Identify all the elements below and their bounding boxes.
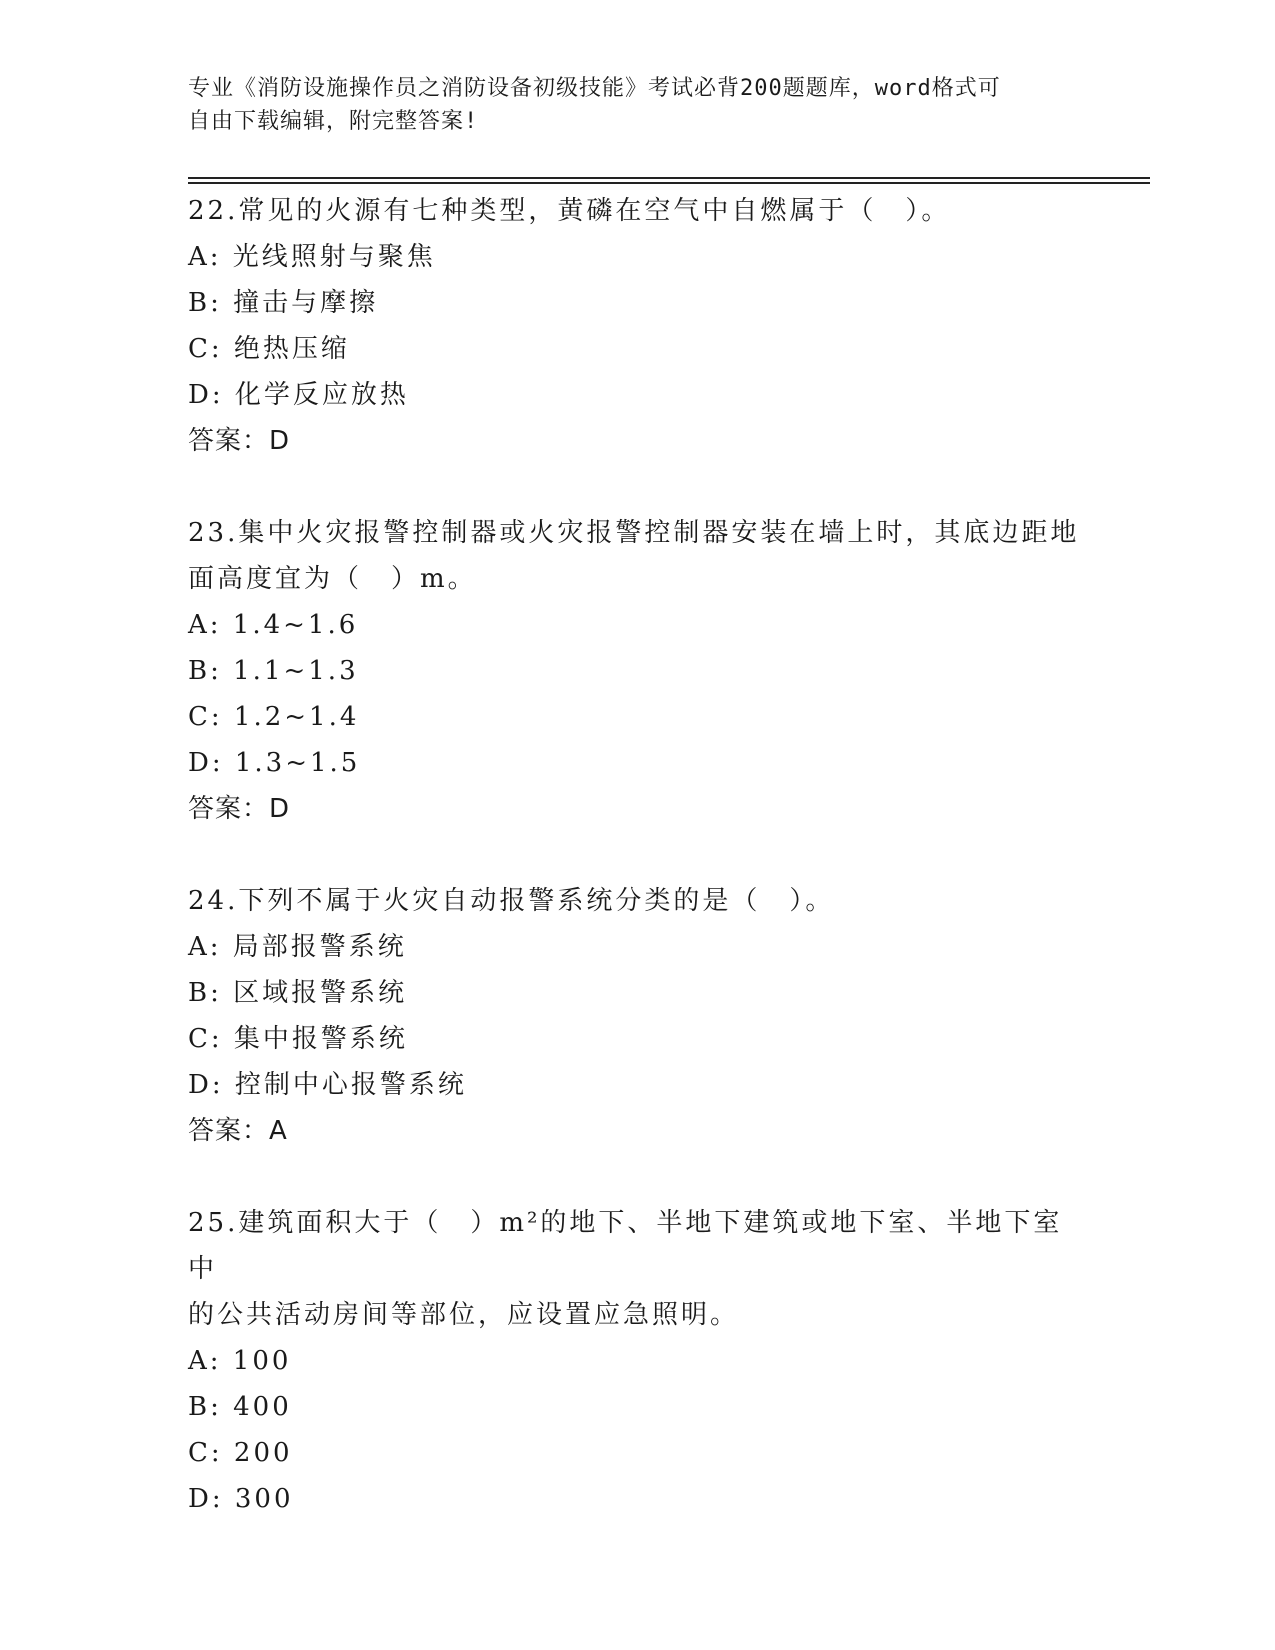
option-c: C: 1.2~1.4 (188, 702, 360, 732)
question-stem-line-2: 面高度宜为（ ）m。 (188, 564, 477, 594)
header-divider-top (188, 177, 1150, 179)
option-c: C: 集中报警系统 (188, 1024, 408, 1054)
option-b: B: 撞击与摩擦 (188, 288, 379, 318)
option-a: A: 光线照射与聚焦 (188, 242, 436, 272)
option-c: C: 绝热压缩 (188, 334, 350, 364)
question-stem: 24.下列不属于火灾自动报警系统分类的是（ ）。 (188, 886, 835, 916)
question-stem-line-1: 25.建筑面积大于（ ）m²的地下、半地下建筑或地下室、半地下室中 (188, 1208, 1063, 1284)
option-d: D: 控制中心报警系统 (188, 1070, 467, 1100)
option-d: D: 化学反应放热 (188, 380, 409, 410)
question-24 (188, 878, 1088, 1154)
header-line-2: 自由下载编辑，附完整答案! (188, 109, 479, 134)
header-line-1: 专业《消防设施操作员之消防设备初级技能》考试必背200题题库，word格式可 (188, 76, 1001, 101)
option-b: B: 区域报警系统 (188, 978, 408, 1008)
answer: 答案：A (188, 1116, 288, 1146)
question-stem: 22.常见的火源有七种类型，黄磷在空气中自燃属于（ ）。 (188, 196, 951, 226)
question-22 (188, 188, 1088, 464)
option-a: A: 100 (188, 1346, 292, 1376)
answer: 答案：D (188, 426, 291, 456)
question-25 (188, 1200, 1088, 1522)
option-a: A: 局部报警系统 (188, 932, 407, 962)
option-c: C: 200 (188, 1438, 293, 1468)
option-b: B: 400 (188, 1392, 292, 1422)
option-d: D: 1.3~1.5 (188, 748, 361, 778)
option-b: B: 1.1~1.3 (188, 656, 359, 686)
header-divider-bottom (188, 182, 1150, 184)
question-23 (188, 510, 1088, 832)
option-d: D: 300 (188, 1484, 294, 1514)
document-header (188, 72, 1068, 138)
question-stem-line-2: 的公共活动房间等部位，应设置应急照明。 (188, 1300, 740, 1330)
question-stem-line-1: 23.集中火灾报警控制器或火灾报警控制器安装在墙上时，其底边距地 (188, 518, 1080, 548)
question-list (188, 188, 1088, 1568)
option-a: A: 1.4~1.6 (188, 610, 359, 640)
answer: 答案：D (188, 794, 291, 824)
